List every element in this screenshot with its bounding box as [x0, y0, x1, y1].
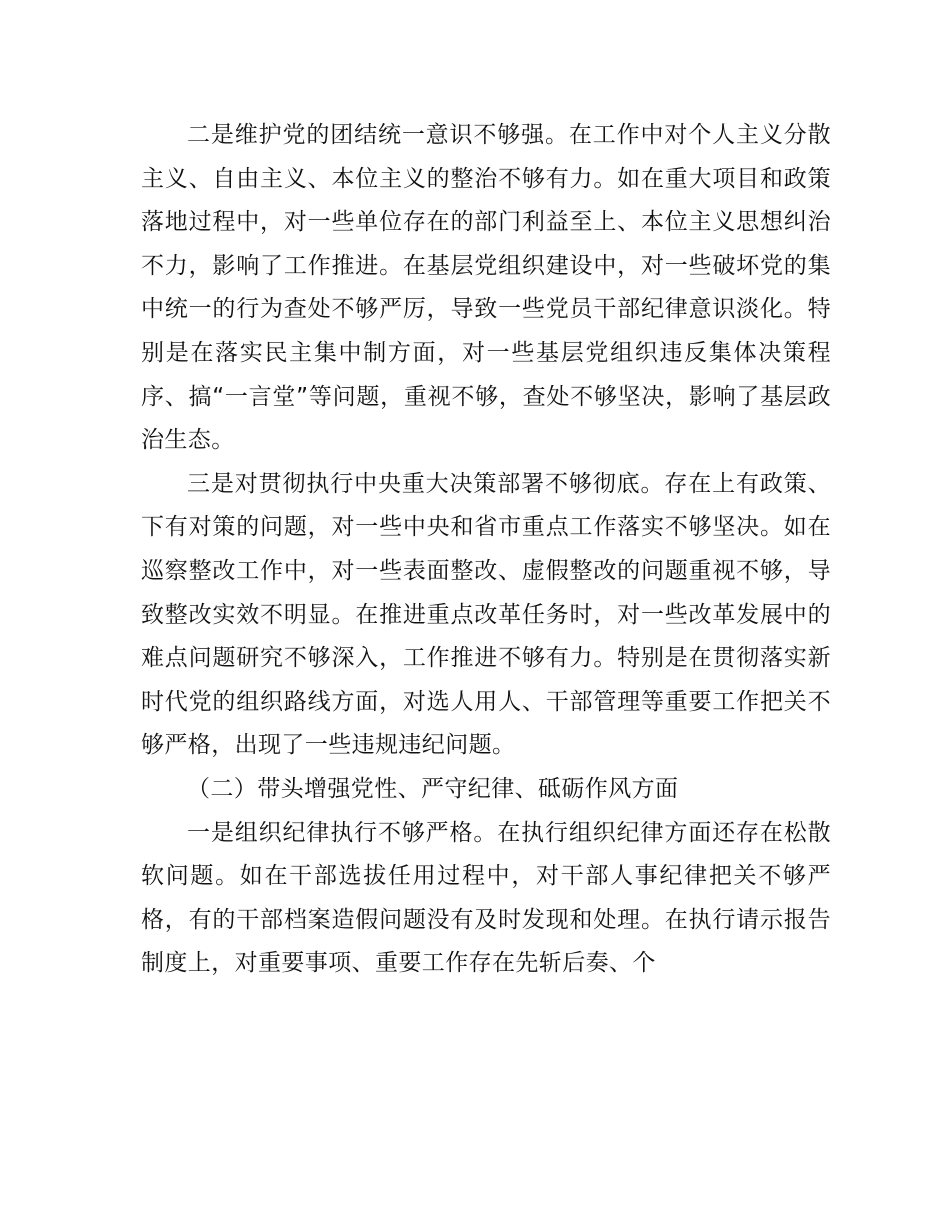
paragraph-organizational-discipline: 一是组织纪律执行不够严格。在执行组织纪律方面还存在松散软问题。如在干部选拔任用过程中，对干部人事纪律把关不够严格，有的干部档案造假问题没有及时发现和处理。在执行请示报告制度上，对重要事项、重要工作存在先斩后奏、个	[141, 819, 831, 977]
paragraph-party-unity: 二是维护党的团结统一意识不够强。在工作中对个人主义分散主义、自由主义、本位主义的整治不够有力。如在重大项目和政策落地过程中，对一些单位存在的部门利益至上、本位主义思想纠治不力，影响了工作推进。在基层党组织建设中，对一些破坏党的集中统一的行为查处不够严厉，导致一些党员干部纪律意识淡化。特别是在落实民主集中制方面，对一些基层党组织违反集体决策程序、搞“一言堂”等问题，重视不够，查处不够坚决，影响了基层政治生态。	[141, 122, 831, 454]
paragraph-central-decisions: 三是对贯彻执行中央重大决策部署不够彻底。存在上有政策、下有对策的问题，对一些中央和省市重点工作落实不够坚决。如在巡察整改工作中，对一些表面整改、虚假整改的问题重视不够，导致整改实效不明显。在推进重点改革任务时，对一些改革发展中的难点问题研究不够深入，工作推进不够有力。特别是在贯彻落实新时代党的组织路线方面，对选人用人、干部管理等重要工作把关不够严格，出现了一些违规违纪问题。	[141, 470, 831, 759]
section-heading: （二）带头增强党性、严守纪律、砥砺作风方面	[187, 775, 679, 802]
document-body	[141, 114, 831, 986]
